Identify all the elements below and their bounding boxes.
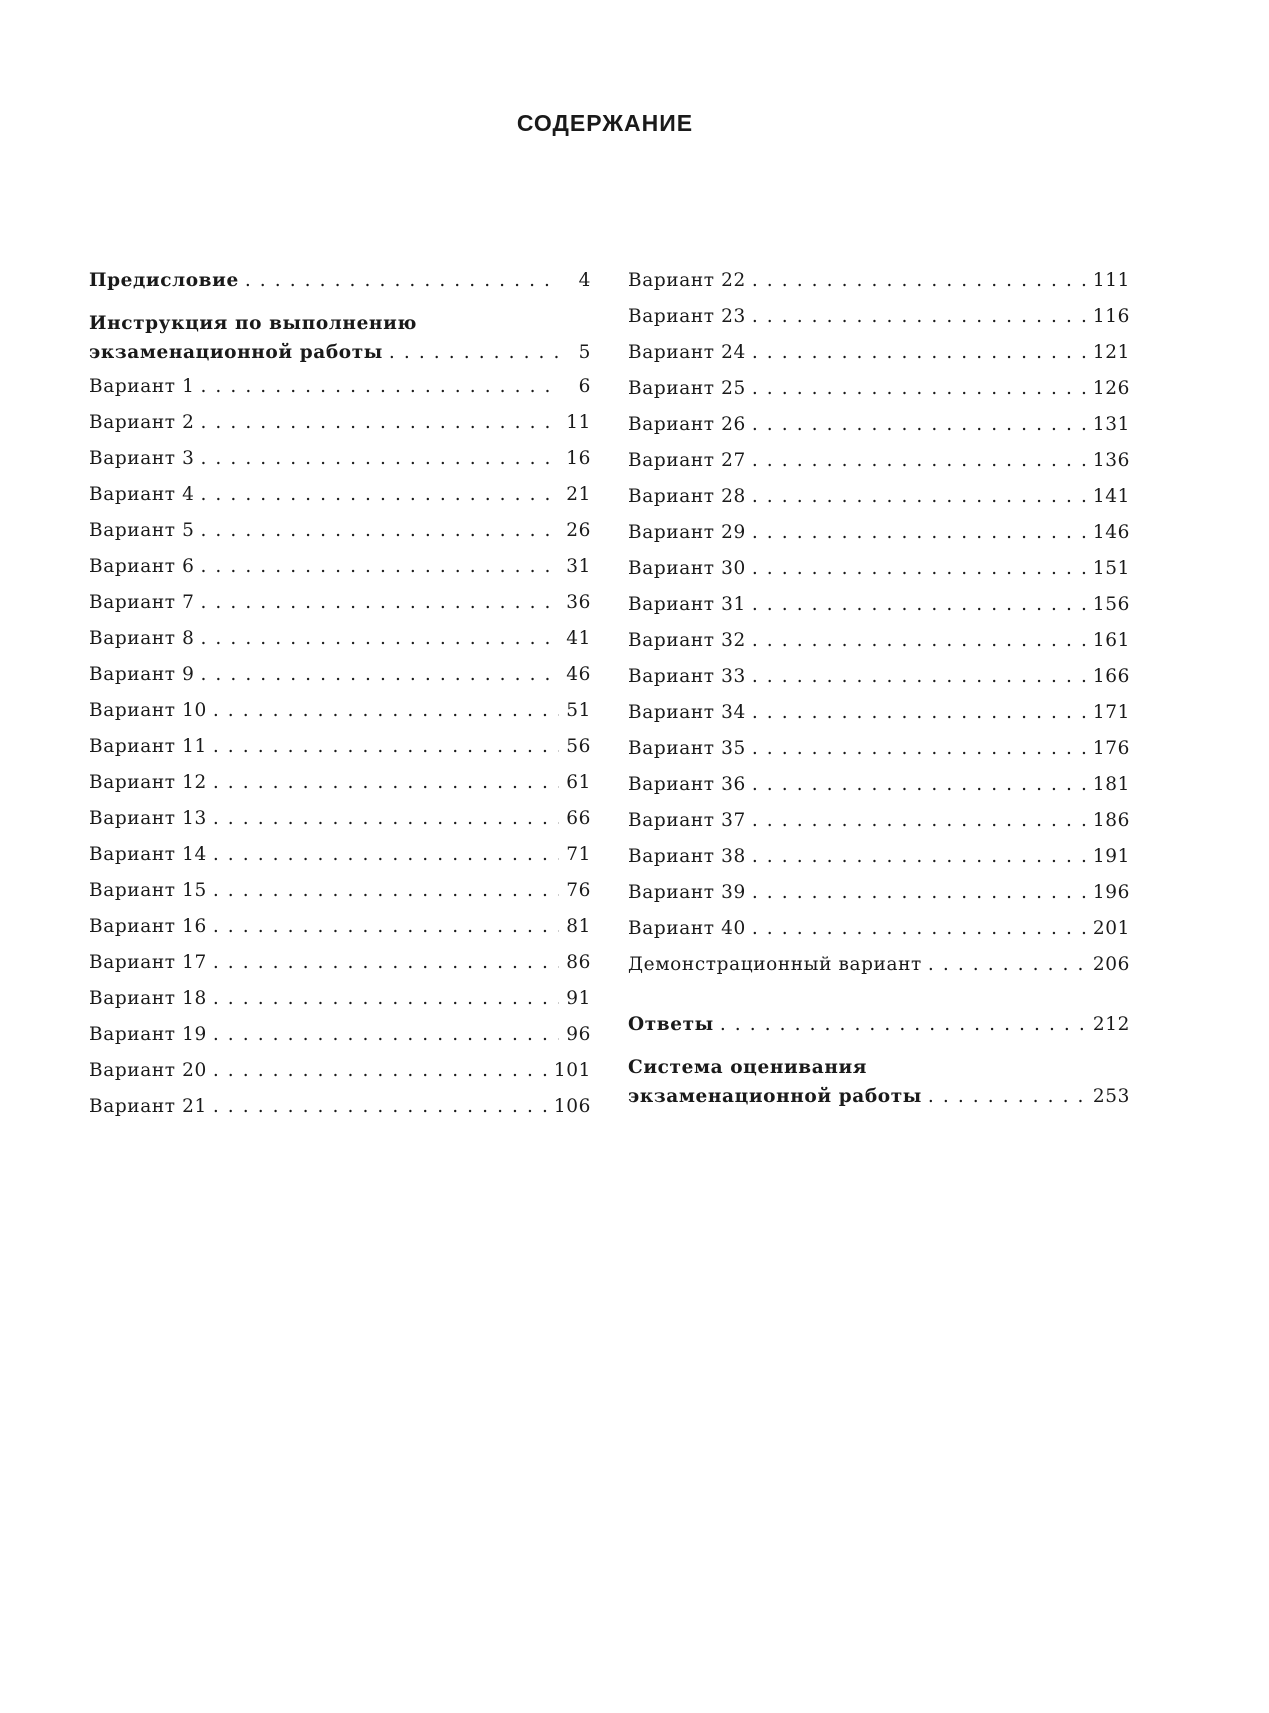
dot-leader — [213, 837, 559, 873]
dot-leader — [752, 767, 1089, 803]
toc-entry-page: 253 — [1092, 1086, 1130, 1107]
toc-entry-variant-21[interactable] — [89, 1089, 591, 1125]
dot-leader — [213, 1089, 550, 1125]
toc-entry-label: Вариант 37 — [628, 810, 746, 831]
toc-entry-variant-37[interactable] — [628, 803, 1130, 839]
toc-entry-label: Вариант 12 — [89, 772, 207, 793]
toc-entry-variant-13[interactable] — [89, 801, 591, 837]
dot-leader — [200, 549, 559, 585]
toc-entry-page: 36 — [566, 592, 591, 613]
toc-entry-page: 106 — [553, 1096, 591, 1117]
toc-entry-variant-36[interactable] — [628, 767, 1130, 803]
toc-entry-variant-30[interactable] — [628, 551, 1130, 587]
dot-leader — [752, 371, 1089, 407]
toc-entry-variant-20[interactable] — [89, 1053, 591, 1089]
dot-leader — [752, 407, 1089, 443]
toc-entry-page: 16 — [566, 448, 591, 469]
toc-entry-demo-variant[interactable] — [628, 947, 1130, 983]
toc-entry-page: 191 — [1092, 846, 1130, 867]
toc-entry-page: 196 — [1092, 882, 1130, 903]
toc-entry-variant-34[interactable] — [628, 695, 1130, 731]
dot-leader — [752, 263, 1089, 299]
dot-leader — [213, 981, 559, 1017]
toc-entry-page: 66 — [566, 808, 591, 829]
toc-entry-page: 51 — [566, 700, 591, 721]
toc-entry-label: Вариант 33 — [628, 666, 746, 687]
toc-entry-page: 81 — [566, 916, 591, 937]
toc-entry-variant-24[interactable] — [628, 335, 1130, 371]
toc-entry-label-line2: экзаменационной работы — [628, 1086, 922, 1107]
toc-entry-variant-29[interactable] — [628, 515, 1130, 551]
toc-left-column — [89, 263, 591, 1125]
toc-entry-label: Вариант 9 — [89, 664, 195, 685]
toc-entry-label: Вариант 17 — [89, 952, 207, 973]
toc-entry-variant-10[interactable] — [89, 693, 591, 729]
dot-leader — [213, 873, 559, 909]
toc-entry-variant-19[interactable] — [89, 1017, 591, 1053]
toc-entry-variant-17[interactable] — [89, 945, 591, 981]
toc-entry-label: Вариант 30 — [628, 558, 746, 579]
toc-entry-grading-system[interactable] — [628, 1055, 1130, 1113]
toc-entry-variant-25[interactable] — [628, 371, 1130, 407]
toc-entry-variant-5[interactable] — [89, 513, 591, 549]
toc-entry-label-line1: Система оценивания — [628, 1057, 868, 1078]
toc-entry-page: 11 — [566, 412, 591, 433]
toc-entry-label: Вариант 35 — [628, 738, 746, 759]
toc-entry-page: 151 — [1092, 558, 1130, 579]
dot-leader — [389, 337, 559, 369]
dot-leader — [213, 693, 559, 729]
toc-entry-variant-14[interactable] — [89, 837, 591, 873]
dot-leader — [200, 477, 559, 513]
toc-entry-label: Вариант 34 — [628, 702, 746, 723]
toc-entry-label: Вариант 18 — [89, 988, 207, 1009]
toc-entry-label: Демонстрационный вариант — [628, 954, 922, 975]
toc-entry-page: 4 — [578, 270, 591, 291]
toc-entry-label: Вариант 7 — [89, 592, 195, 613]
dot-leader — [752, 479, 1089, 515]
toc-entry-variant-35[interactable] — [628, 731, 1130, 767]
toc-entry-label: Вариант 6 — [89, 556, 195, 577]
toc-entry-variant-31[interactable] — [628, 587, 1130, 623]
toc-entry-label: Вариант 23 — [628, 306, 746, 327]
toc-entry-label: Вариант 10 — [89, 700, 207, 721]
toc-entry-variant-32[interactable] — [628, 623, 1130, 659]
dot-leader — [213, 1053, 550, 1089]
toc-entry-page: 91 — [566, 988, 591, 1009]
dot-leader — [200, 369, 559, 405]
toc-entry-page: 146 — [1092, 522, 1130, 543]
toc-entry-label: Вариант 25 — [628, 378, 746, 399]
toc-entry-instructions[interactable] — [89, 311, 591, 369]
toc-entry-page: 86 — [566, 952, 591, 973]
dot-leader — [200, 621, 559, 657]
toc-entry-variant-27[interactable] — [628, 443, 1130, 479]
toc-entry-label: Вариант 19 — [89, 1024, 207, 1045]
toc-entry-variant-22[interactable] — [628, 263, 1130, 299]
toc-entry-label: Вариант 2 — [89, 412, 195, 433]
toc-entry-label: Вариант 3 — [89, 448, 195, 469]
dot-leader — [213, 1017, 559, 1053]
toc-entry-label: Вариант 14 — [89, 844, 207, 865]
toc-entry-label: Вариант 24 — [628, 342, 746, 363]
toc-entry-label: Вариант 5 — [89, 520, 195, 541]
toc-entry-page: 71 — [566, 844, 591, 865]
toc-entry-label: Вариант 36 — [628, 774, 746, 795]
toc-entry-label: Ответы — [628, 1014, 714, 1035]
dot-leader — [928, 1081, 1089, 1113]
toc-entry-label: Вариант 29 — [628, 522, 746, 543]
toc-entry-variant-4[interactable] — [89, 477, 591, 513]
section-gap — [628, 983, 1130, 1007]
toc-entry-preface[interactable] — [89, 263, 591, 299]
toc-entry-label: Вариант 8 — [89, 628, 195, 649]
dot-leader — [213, 909, 559, 945]
toc-entry-page: 5 — [578, 342, 591, 363]
toc-entry-page: 126 — [1092, 378, 1130, 399]
toc-entry-label: Вариант 20 — [89, 1060, 207, 1081]
dot-leader — [200, 441, 559, 477]
dot-leader — [752, 803, 1089, 839]
toc-entry-label: Вариант 21 — [89, 1096, 207, 1117]
toc-entry-label: Вариант 28 — [628, 486, 746, 507]
dot-leader — [200, 585, 559, 621]
toc-entry-page: 116 — [1092, 306, 1130, 327]
toc-entry-variant-15[interactable] — [89, 873, 591, 909]
toc-entry-page: 26 — [566, 520, 591, 541]
dot-leader — [928, 947, 1089, 983]
toc-entry-page: 111 — [1092, 270, 1130, 291]
toc-entry-page: 61 — [566, 772, 591, 793]
toc-entry-variant-2[interactable] — [89, 405, 591, 441]
dot-leader — [752, 839, 1089, 875]
toc-entry-variant-6[interactable] — [89, 549, 591, 585]
toc-entry-page: 46 — [566, 664, 591, 685]
toc-entry-label: Вариант 16 — [89, 916, 207, 937]
toc-entry-variant-28[interactable] — [628, 479, 1130, 515]
toc-entry-variant-8[interactable] — [89, 621, 591, 657]
toc-entry-page: 21 — [566, 484, 591, 505]
dot-leader — [752, 551, 1089, 587]
toc-entry-page: 6 — [578, 376, 591, 397]
toc-entry-label: Предисловие — [89, 270, 239, 291]
page-title: СОДЕРЖАНИЕ — [516, 110, 694, 136]
toc-entry-label: Вариант 38 — [628, 846, 746, 867]
toc-entry-page: 96 — [566, 1024, 591, 1045]
dot-leader — [752, 695, 1089, 731]
toc-entry-label: Вариант 1 — [89, 376, 195, 397]
toc-entry-page: 41 — [566, 628, 591, 649]
dot-leader — [752, 443, 1089, 479]
toc-entry-variant-40[interactable] — [628, 911, 1130, 947]
toc-entry-label: Вариант 32 — [628, 630, 746, 651]
toc-entry-page: 156 — [1092, 594, 1130, 615]
toc-entry-label: Вариант 31 — [628, 594, 746, 615]
dot-leader — [752, 875, 1089, 911]
toc-entry-page: 186 — [1092, 810, 1130, 831]
toc-entry-label: Вариант 15 — [89, 880, 207, 901]
toc-entry-label: Вариант 11 — [89, 736, 207, 757]
toc-entry-label: Вариант 27 — [628, 450, 746, 471]
dot-leader — [752, 335, 1089, 371]
toc-entry-variant-3[interactable] — [89, 441, 591, 477]
toc-entry-variant-1[interactable] — [89, 369, 591, 405]
toc-entry-page: 131 — [1092, 414, 1130, 435]
dot-leader — [752, 731, 1089, 767]
toc-entry-label: Вариант 22 — [628, 270, 746, 291]
toc-entry-page: 31 — [566, 556, 591, 577]
toc-entry-page: 181 — [1092, 774, 1130, 795]
toc-entry-page: 136 — [1092, 450, 1130, 471]
toc-entry-answers[interactable] — [628, 1007, 1130, 1043]
toc-entry-page: 161 — [1092, 630, 1130, 651]
dot-leader — [200, 657, 559, 693]
toc-entry-page: 171 — [1092, 702, 1130, 723]
toc-entry-label: Вариант 26 — [628, 414, 746, 435]
toc-entry-variant-26[interactable] — [628, 407, 1130, 443]
dot-leader — [752, 659, 1089, 695]
toc-entry-page: 201 — [1092, 918, 1130, 939]
dot-leader — [720, 1007, 1089, 1043]
toc-entry-label: Вариант 39 — [628, 882, 746, 903]
toc-right-column — [628, 263, 1130, 1113]
toc-entry-page: 212 — [1092, 1014, 1130, 1035]
dot-leader — [752, 299, 1089, 335]
toc-entry-label-line2: экзаменационной работы — [89, 342, 383, 363]
toc-entry-variant-39[interactable] — [628, 875, 1130, 911]
dot-leader — [245, 263, 559, 299]
toc-entry-page: 206 — [1092, 954, 1130, 975]
dot-leader — [213, 945, 559, 981]
toc-entry-label: Вариант 4 — [89, 484, 195, 505]
toc-entry-variant-12[interactable] — [89, 765, 591, 801]
toc-entry-variant-9[interactable] — [89, 657, 591, 693]
toc-entry-page: 176 — [1092, 738, 1130, 759]
toc-entry-variant-7[interactable] — [89, 585, 591, 621]
dot-leader — [200, 405, 559, 441]
toc-entry-variant-23[interactable] — [628, 299, 1130, 335]
dot-leader — [213, 729, 559, 765]
toc-entry-page: 166 — [1092, 666, 1130, 687]
toc-entry-variant-11[interactable] — [89, 729, 591, 765]
toc-entry-page: 101 — [553, 1060, 591, 1081]
dot-leader — [752, 623, 1089, 659]
dot-leader — [200, 513, 559, 549]
toc-entry-page: 76 — [566, 880, 591, 901]
toc-entry-page: 56 — [566, 736, 591, 757]
toc-entry-page: 121 — [1092, 342, 1130, 363]
toc-entry-variant-18[interactable] — [89, 981, 591, 1017]
dot-leader — [752, 587, 1089, 623]
toc-entry-label-line1: Инструкция по выполнению — [89, 313, 417, 334]
toc-entry-variant-16[interactable] — [89, 909, 591, 945]
toc-entry-label: Вариант 13 — [89, 808, 207, 829]
dot-leader — [752, 911, 1089, 947]
toc-entry-label: Вариант 40 — [628, 918, 746, 939]
toc-entry-variant-33[interactable] — [628, 659, 1130, 695]
dot-leader — [213, 801, 559, 837]
toc-entry-variant-38[interactable] — [628, 839, 1130, 875]
dot-leader — [213, 765, 559, 801]
toc-entry-page: 141 — [1092, 486, 1130, 507]
dot-leader — [752, 515, 1089, 551]
